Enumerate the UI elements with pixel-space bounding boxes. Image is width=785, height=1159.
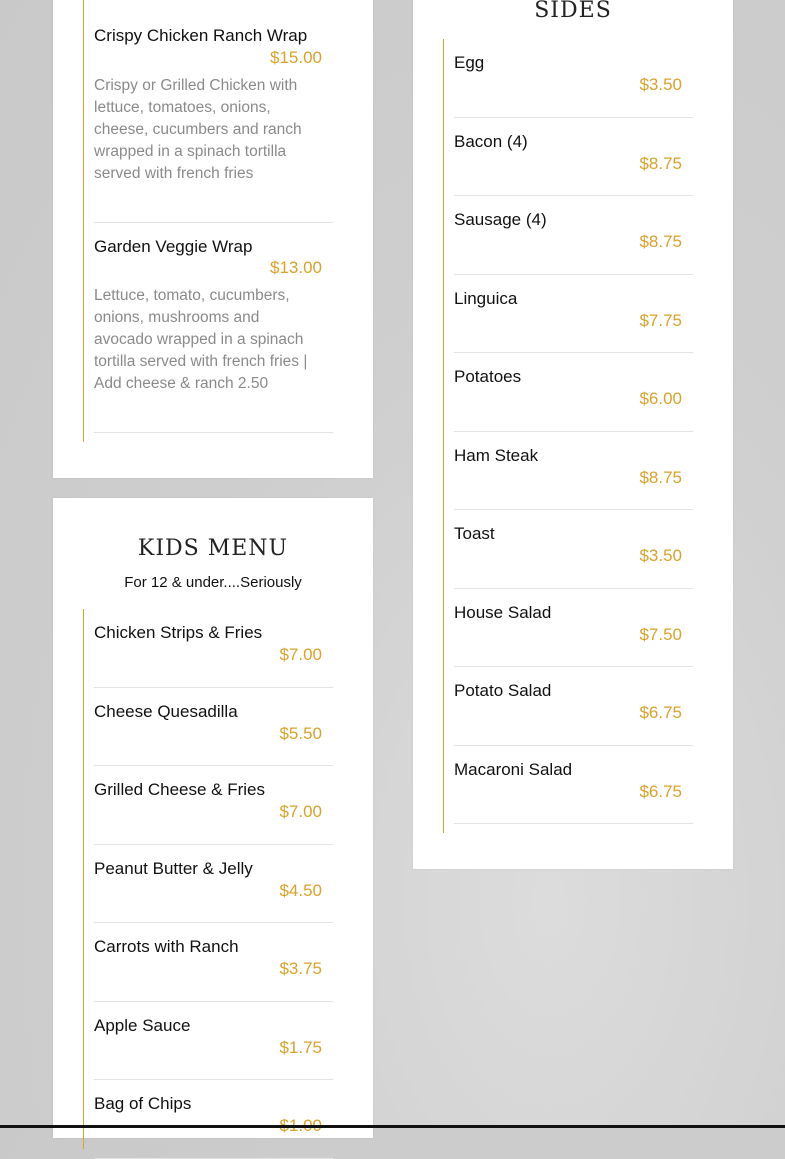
item-price: $1.75 <box>279 1037 322 1057</box>
item-name: Apple Sauce <box>94 1015 191 1035</box>
item-price: $8.75 <box>639 153 682 173</box>
kids-menu-card <box>53 498 373 1138</box>
item-name: Bag of Chips <box>94 1094 192 1113</box>
item-price: $7.00 <box>279 802 322 821</box>
kids-menu-title: KIDS MENU <box>137 536 289 561</box>
item-price: $3.75 <box>279 959 322 978</box>
item-price: $8.75 <box>639 467 682 487</box>
menu-item <box>94 223 333 433</box>
item-name: Macaroni Salad <box>454 759 573 779</box>
item-price: $7.75 <box>639 310 682 330</box>
item-description: Crispy or Grilled Chicken with lettuce, tomatoes, onions, cheese, cucumbers and ranch wrapped in a spinach tortilla served with french fries <box>94 77 302 182</box>
menu-item <box>94 766 333 845</box>
item-price: $6.75 <box>639 781 682 801</box>
item-price: $5.50 <box>279 723 322 743</box>
item-name: Egg <box>454 53 485 72</box>
menu-item <box>94 688 333 767</box>
wraps-menu-card <box>53 0 373 478</box>
menu-item <box>94 1080 333 1159</box>
item-price: $4.50 <box>279 880 322 900</box>
menu-item <box>454 39 693 118</box>
item-price: $6.75 <box>639 703 682 722</box>
item-price: $7.00 <box>279 645 322 664</box>
item-price: $3.50 <box>639 75 682 94</box>
kids-menu-subtitle: For 12 & under....Seriously <box>124 574 302 591</box>
sides-menu-card <box>413 0 733 869</box>
menu-item <box>454 196 693 275</box>
item-name: Bacon (4) <box>454 131 528 151</box>
wraps-item-list <box>83 0 333 442</box>
menu-item <box>454 353 693 432</box>
item-name: Garden Veggie Wrap <box>94 237 253 256</box>
item-name: Crispy Chicken Ranch Wrap <box>94 26 308 45</box>
menu-item <box>454 118 693 197</box>
item-name: House Salad <box>454 602 552 622</box>
menu-item <box>94 1002 333 1081</box>
item-name: Toast <box>454 524 495 543</box>
item-name: Linguica <box>454 288 518 308</box>
menu-item <box>94 609 333 688</box>
menu-item <box>454 510 693 589</box>
sides-title: SIDES <box>534 0 612 23</box>
menu-item <box>454 589 693 668</box>
item-name: Peanut Butter & Jelly <box>94 858 253 878</box>
item-name: Cheese Quesadilla <box>94 701 238 721</box>
item-price: $7.50 <box>639 624 682 644</box>
menu-item <box>94 845 333 924</box>
item-price: $15.00 <box>270 48 322 67</box>
menu-item <box>454 667 693 746</box>
menu-item <box>454 275 693 354</box>
item-name: Carrots with Ranch <box>94 937 239 956</box>
item-name: Chicken Strips & Fries <box>94 623 263 642</box>
item-name: Grilled Cheese & Fries <box>94 780 266 799</box>
item-price: $13.00 <box>270 258 322 277</box>
item-name: Sausage (4) <box>454 210 547 229</box>
menu-item <box>94 923 333 1002</box>
menu-item <box>454 746 693 825</box>
item-price: $6.00 <box>639 389 682 408</box>
item-name: Ham Steak <box>454 445 539 465</box>
item-name: Potato Salad <box>454 681 552 700</box>
item-price: $8.75 <box>639 232 682 251</box>
sides-item-list <box>443 39 693 833</box>
menu-item <box>454 432 693 511</box>
item-description: Lettuce, tomato, cucumbers, onions, mushrooms and avocado wrapped in a spinach tortilla served with french fries | Add cheese & ranch 2.50 <box>94 287 308 392</box>
item-name: Potatoes <box>454 367 522 386</box>
kids-item-list <box>83 609 333 1149</box>
item-price: $3.50 <box>639 546 682 565</box>
menu-item <box>94 0 333 223</box>
